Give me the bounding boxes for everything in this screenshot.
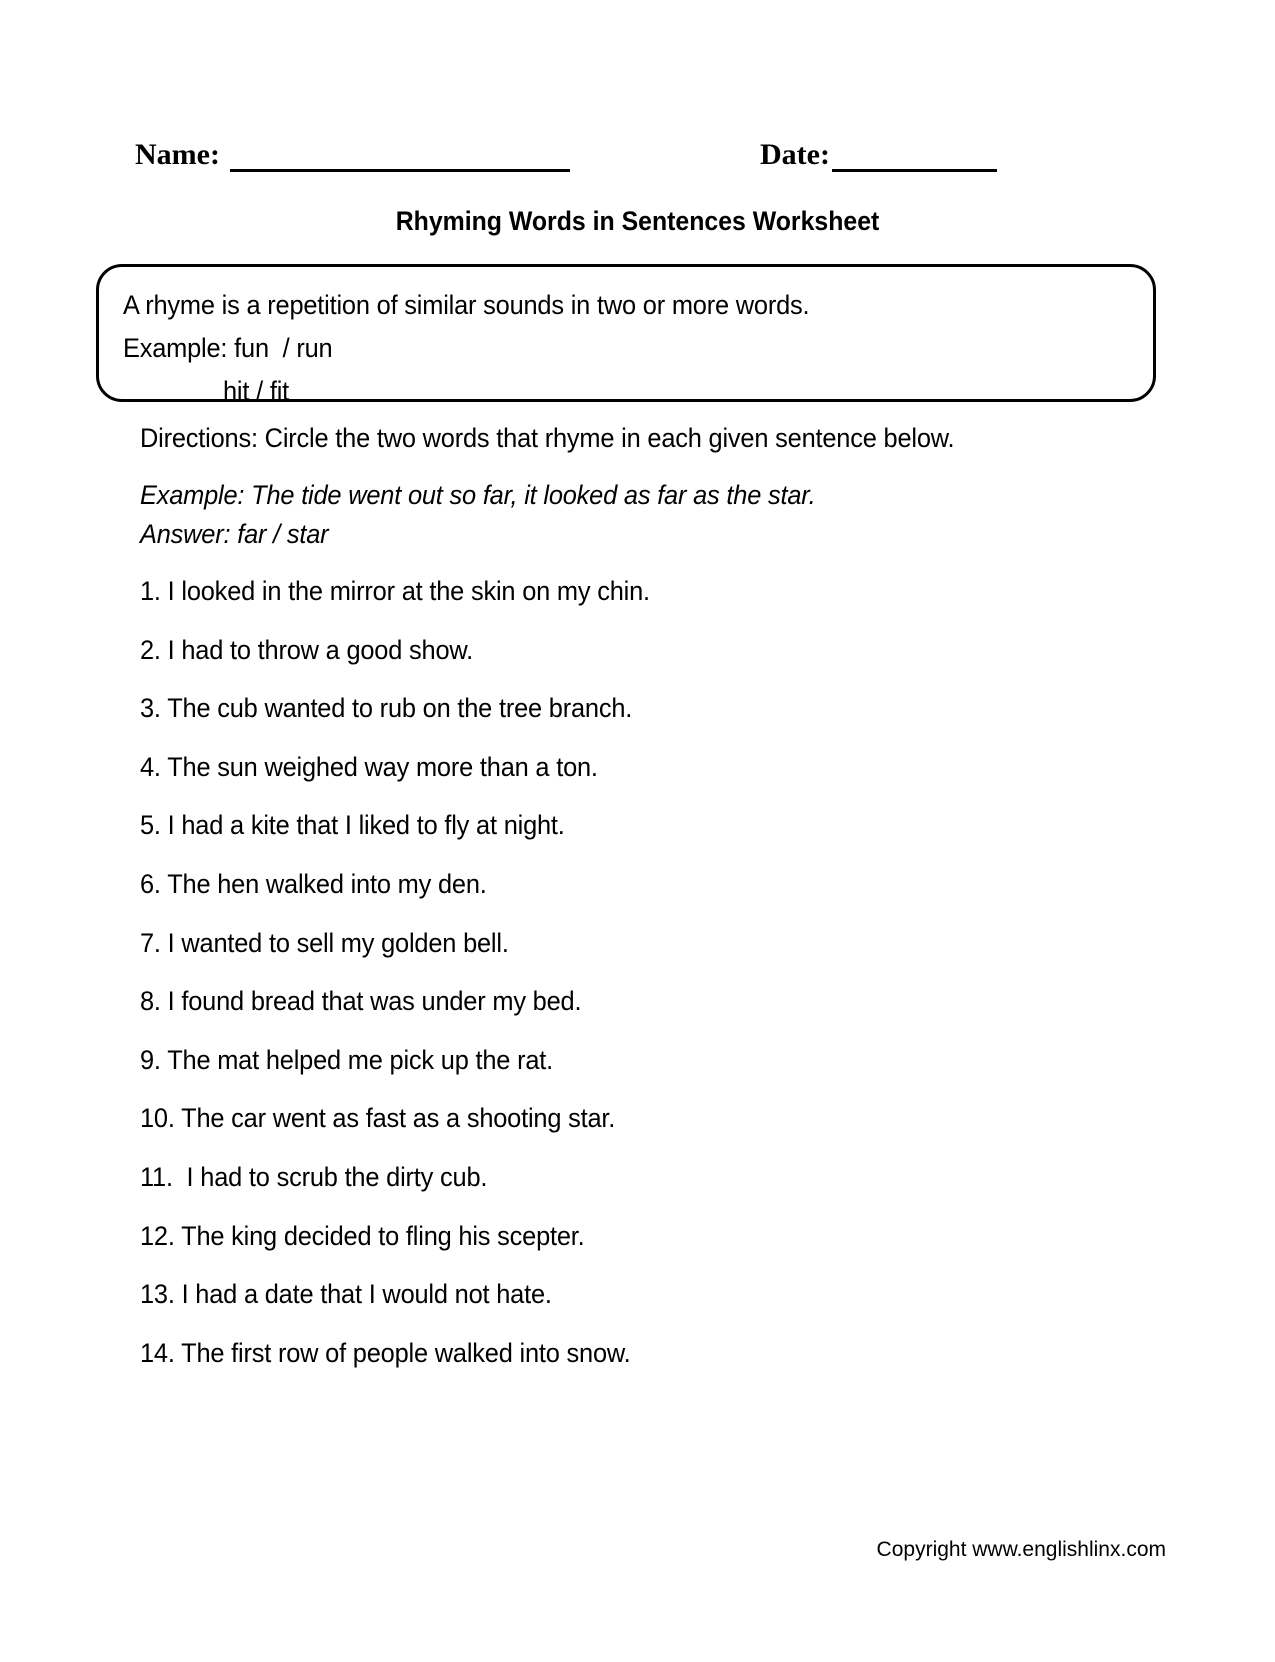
definition-box — [96, 264, 1156, 406]
page-title: Rhyming Words in Sentences Worksheet — [395, 206, 880, 236]
copyright-notice: Copyright www.englishlinx.com — [876, 1538, 1166, 1561]
question-item[interactable]: 5. I had a kite that I liked to fly at night. — [140, 810, 565, 841]
question-item[interactable]: 10. The car went as fast as a shooting star. — [140, 1103, 616, 1134]
directions-text: Directions: Circle the two words that rhyme in each given sentence below. — [140, 423, 955, 453]
date-label: Date: — [760, 138, 830, 171]
question-item[interactable]: 7. I wanted to sell my golden bell. — [140, 927, 509, 958]
question-item[interactable]: 2. I had to throw a good show. — [140, 634, 473, 665]
question-item[interactable]: 6. The hen walked into my den. — [140, 868, 487, 899]
name-label: Name: — [135, 138, 220, 171]
question-item[interactable]: 1. I looked in the mirror at the skin on my chin. — [140, 576, 650, 606]
worksheet-header — [0, 138, 1275, 184]
example-sentence: Example: The tide went out so far, it looked as far as the star. — [140, 480, 816, 510]
question-list — [140, 576, 1140, 1396]
date-input-line[interactable] — [832, 169, 997, 172]
question-item[interactable]: 13. I had a date that I would not hate. — [140, 1279, 552, 1310]
name-input-line[interactable] — [230, 169, 570, 172]
definition-example-first: Example: fun / run — [123, 333, 333, 363]
question-item[interactable]: 9. The mat helped me pick up the rat. — [140, 1044, 553, 1075]
definition-example-second: hit / fit — [223, 376, 290, 406]
question-item[interactable]: 12. The king decided to fling his scepter. — [140, 1220, 585, 1251]
example-answer: Answer: far / star — [140, 519, 329, 549]
question-item[interactable]: 11. I had to scrub the dirty cub. — [140, 1161, 488, 1192]
question-item[interactable]: 4. The sun weighed way more than a ton. — [140, 751, 598, 782]
definition-text: A rhyme is a repetition of similar sounds in two or more words. — [123, 290, 810, 320]
question-item[interactable]: 3. The cub wanted to rub on the tree branch. — [140, 693, 633, 724]
question-item[interactable]: 14. The first row of people walked into snow. — [140, 1337, 631, 1368]
question-item[interactable]: 8. I found bread that was under my bed. — [140, 986, 582, 1017]
